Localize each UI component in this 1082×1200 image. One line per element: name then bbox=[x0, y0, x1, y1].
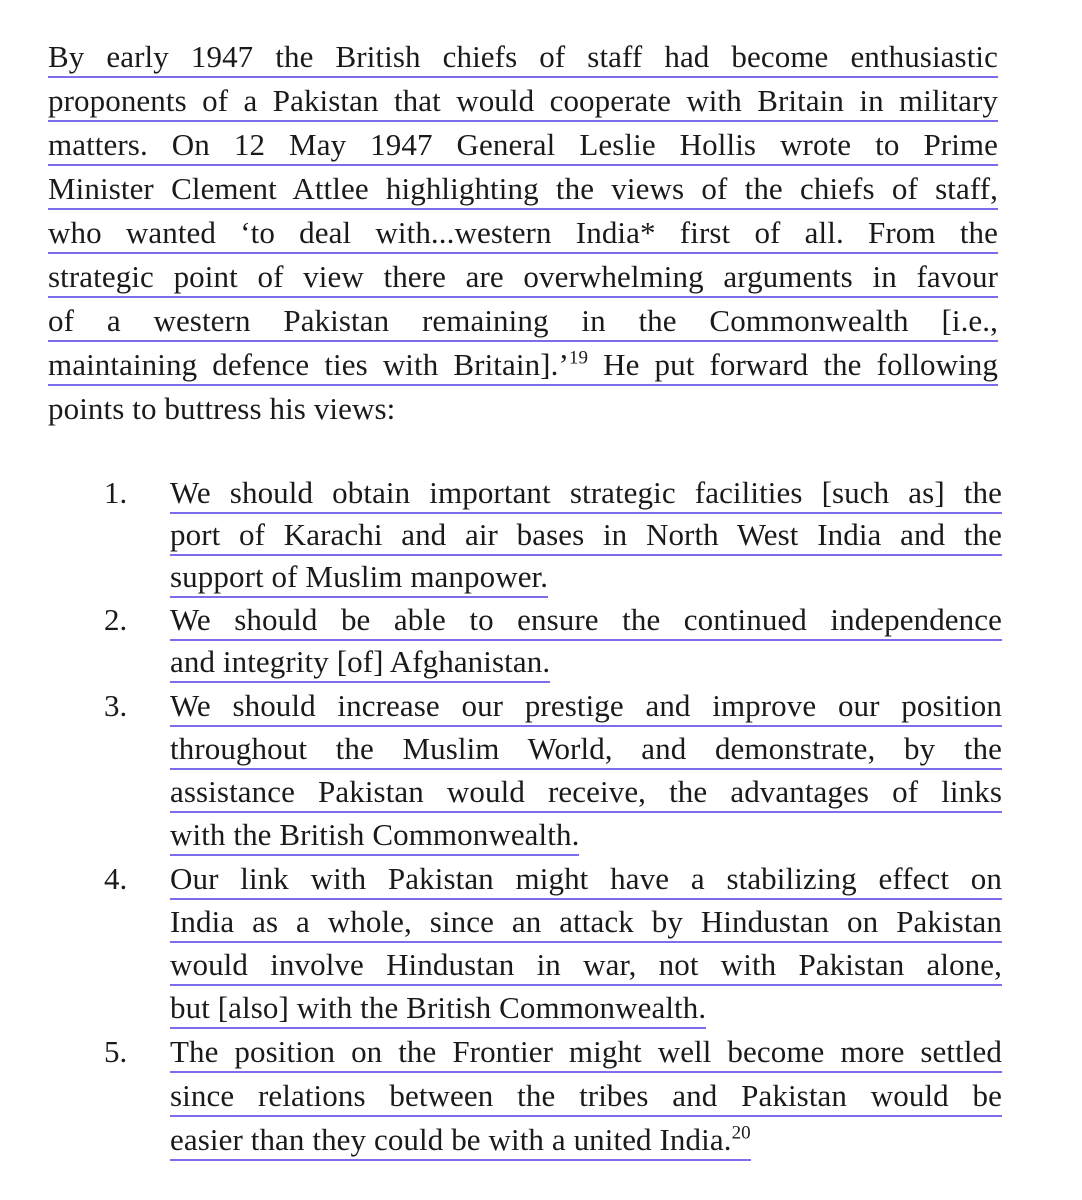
list-item-line: with the British Commonwealth. bbox=[170, 816, 579, 856]
text-line: proponents of a Pakistan that would cooperate with Britain in military bbox=[48, 82, 998, 122]
footnote-ref: 19 bbox=[568, 347, 589, 369]
list-item-line: support of Muslim manpower. bbox=[170, 558, 548, 598]
text-line: of a western Pakistan remaining in the Commonwealth [i.e., bbox=[48, 302, 998, 342]
text-line bbox=[48, 346, 998, 386]
text-line: By early 1947 the British chiefs of staff had become enthusiastic bbox=[48, 38, 998, 78]
list-item-number: 2. bbox=[104, 602, 128, 637]
footnote-ref: 20 bbox=[731, 1122, 751, 1144]
list-item-number: 4. bbox=[104, 861, 128, 896]
list-item-line: India as a whole, since an attack by Hindustan on Pakistan bbox=[170, 903, 1002, 943]
text-segment: easier than they could be with a united India. bbox=[170, 1122, 732, 1157]
list-item-number: 1. bbox=[104, 475, 128, 510]
text-line: strategic point of view there are overwhelming arguments in favour bbox=[48, 258, 998, 298]
list-item-line bbox=[170, 1121, 751, 1161]
list-item-line: We should obtain important strategic facilities [such as] the bbox=[170, 474, 1002, 514]
list-item-number: 5. bbox=[104, 1034, 128, 1069]
list-item-line: would involve Hindustan in war, not with Pakistan alone, bbox=[170, 946, 1002, 986]
text-line: points to buttress his views: bbox=[48, 391, 396, 426]
list-item-line: The position on the Frontier might well become more settled bbox=[170, 1033, 1002, 1073]
list-item-number: 3. bbox=[104, 688, 128, 723]
text-line: who wanted ‘to deal with...western India* first of all. From the bbox=[48, 214, 998, 254]
list-item-line: since relations between the tribes and Pakistan would be bbox=[170, 1077, 1002, 1117]
text-segment: He put forward the following bbox=[588, 347, 998, 382]
list-item-line: throughout the Muslim World, and demonstrate, by the bbox=[170, 730, 1002, 770]
list-item-line: assistance Pakistan would receive, the advantages of links bbox=[170, 773, 1002, 813]
list-item-line: Our link with Pakistan might have a stabilizing effect on bbox=[170, 860, 1002, 900]
text-line: Minister Clement Attlee highlighting the views of the chiefs of staff, bbox=[48, 170, 998, 210]
list-item-line: port of Karachi and air bases in North West India and the bbox=[170, 516, 1002, 556]
text-segment: maintaining defence ties with Britain].’ bbox=[48, 347, 569, 382]
text-line: matters. On 12 May 1947 General Leslie Hollis wrote to Prime bbox=[48, 126, 998, 166]
list-item-line: and integrity [of] Afghanistan. bbox=[170, 643, 550, 683]
list-item-line: but [also] with the British Commonwealth. bbox=[170, 989, 706, 1029]
list-item-line: We should be able to ensure the continued independence bbox=[170, 601, 1002, 641]
list-item-line: We should increase our prestige and improve our position bbox=[170, 687, 1002, 727]
